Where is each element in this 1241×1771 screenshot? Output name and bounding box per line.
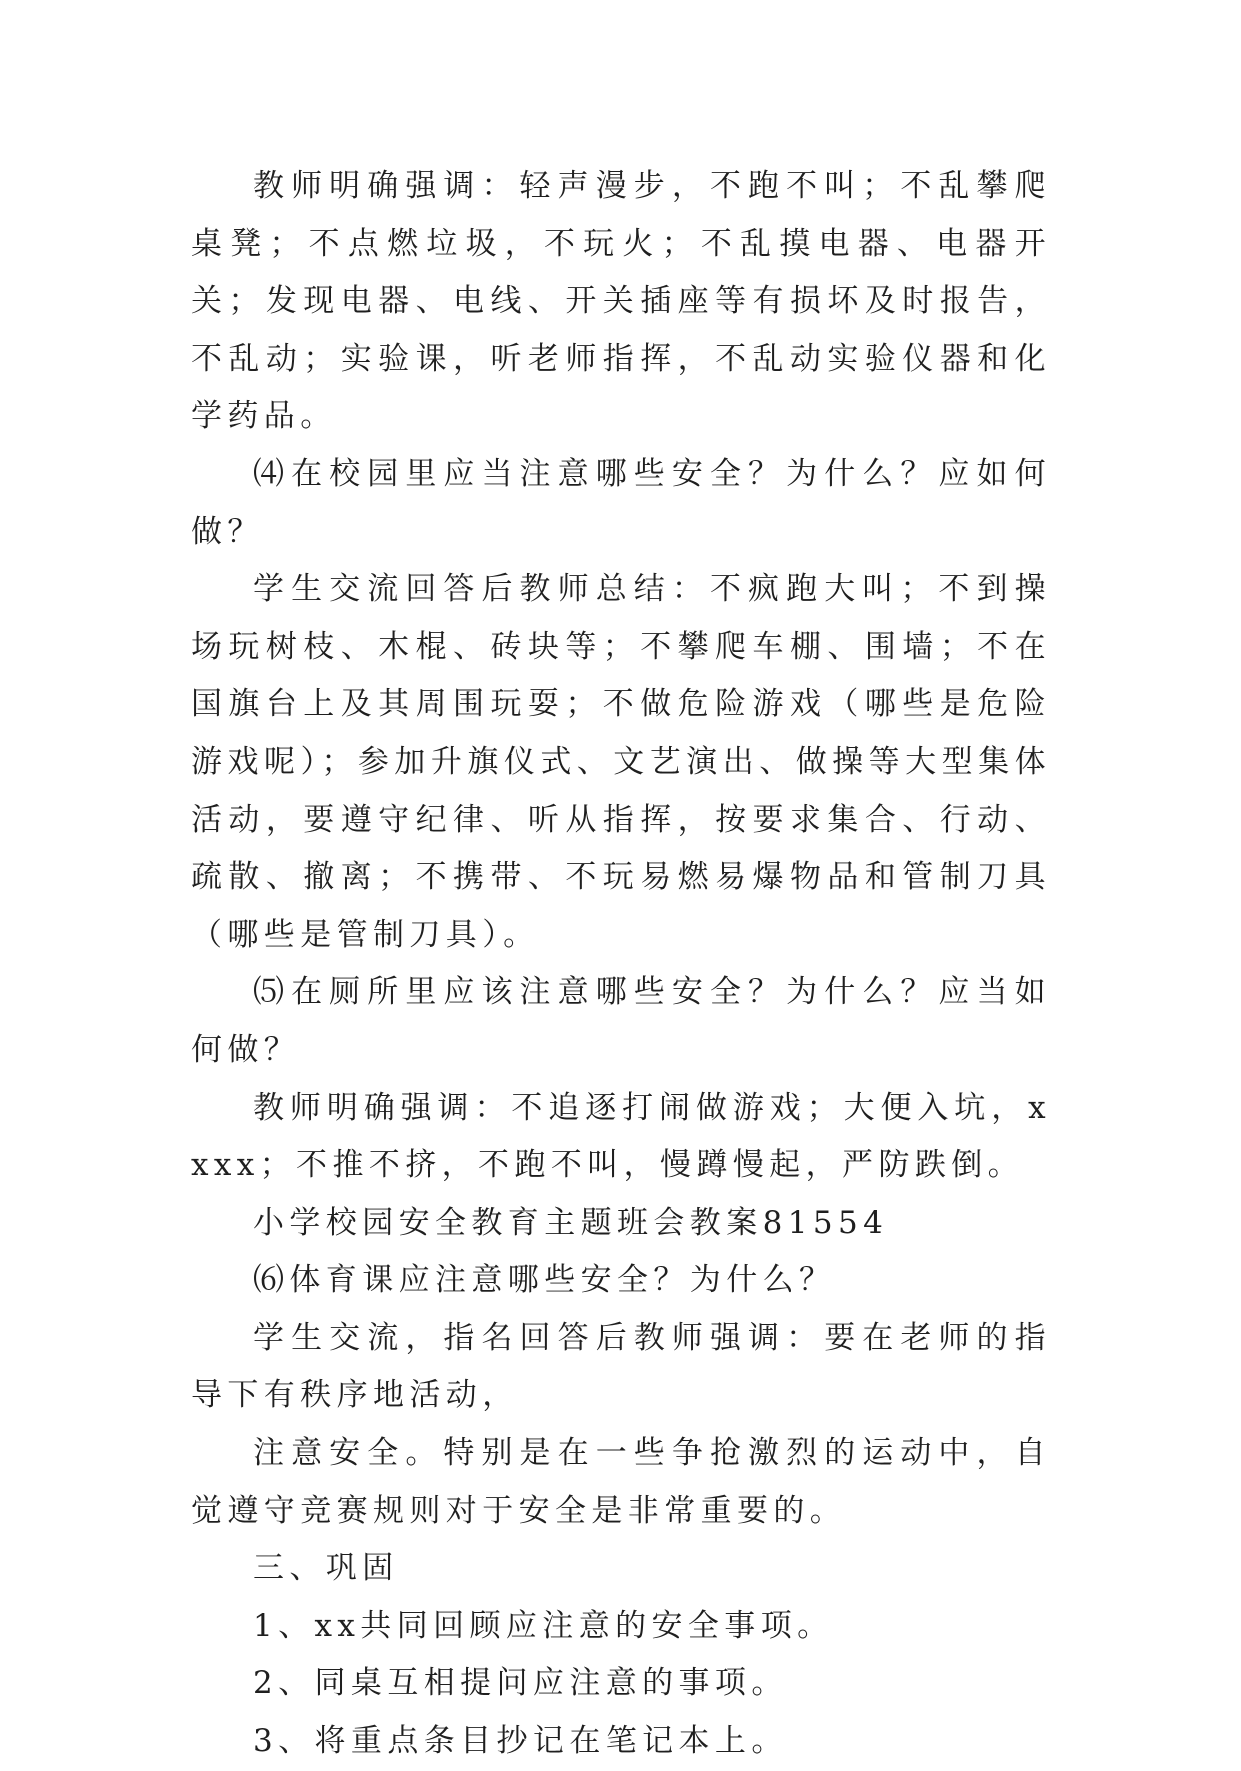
paragraph-campus-summary: 学生交流回答后教师总结：不疯跑大叫；不到操场玩树枝、木棍、砖块等；不攀爬车棚、围墙；不在国旗台上及其周围玩耍；不做危险游戏（哪些是危险游戏呢）；参加升旗仪式、文艺演出、做操等大型集体活动，要遵守纪律、听从指挥，按要求集合、行动、疏散、撤离；不携带、不玩易燃易爆物品和管制刀具（哪些是管制刀具）。 — [191, 571, 1051, 953]
section-heading-consolidate: 三、巩固 — [253, 1550, 399, 1587]
paragraph-pe-rules: 注意安全。特别是在一些争抢激烈的运动中，自觉遵守竞赛规则对于安全是非常重要的。 — [191, 1435, 1051, 1529]
list-item-2: 2、同桌互相提问应注意的事项。 — [253, 1665, 788, 1702]
paragraph-restroom-rules: 教师明确强调：不追逐打闹做游戏；大便入坑，xxxx；不推不挤，不跑不叫，慢蹲慢起，严防跌倒。 — [191, 1089, 1051, 1184]
question-pe-safety: ⑹体育课应注意哪些安全？为什么？ — [253, 1262, 836, 1299]
list-item-1: 1、xx共同回顾应注意的安全事项。 — [253, 1607, 834, 1644]
paragraph-document-title-line: 小学校园安全教育主题班会教案81554 — [253, 1204, 889, 1241]
question-restroom-safety: ⑸在厕所里应该注意哪些安全？为什么？应当如何做？ — [191, 974, 1051, 1068]
document-body — [191, 158, 1051, 1771]
question-campus-safety: ⑷在校园里应当注意哪些安全？为什么？应如何做？ — [191, 455, 1051, 550]
paragraph-pe-guidance: 学生交流，指名回答后教师强调：要在老师的指导下有秩序地活动， — [191, 1319, 1051, 1414]
list-item-3: 3、将重点条目抄记在笔记本上。 — [253, 1723, 788, 1760]
paragraph-safety-rules-classroom: 教师明确强调：轻声漫步，不跑不叫；不乱攀爬桌凳；不点燃垃圾，不玩火；不乱摸电器、电器开关；发现电器、电线、开关插座等有损坏及时报告，不乱动；实验课，听老师指挥，不乱动实验仪器和化学药品。 — [191, 168, 1051, 435]
